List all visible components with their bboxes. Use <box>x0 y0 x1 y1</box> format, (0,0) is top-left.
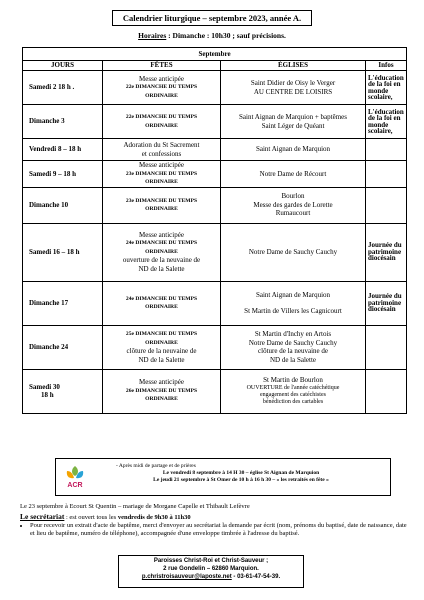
row-eglise <box>221 161 366 188</box>
info-line: de la foi en <box>368 114 401 122</box>
jour-text: Samedi 2 18 h . <box>29 83 75 92</box>
fete-line: Messe anticipée <box>139 378 184 387</box>
announcement-wedding: Le 23 septembre à Ecourt St Quentin – mariage de Morgane Capelle et Thibault Lefèvre <box>20 503 250 510</box>
table-row <box>23 139 407 161</box>
table-row <box>23 105 407 139</box>
fete-line: Messe anticipée <box>139 230 184 239</box>
row-fete <box>103 71 221 105</box>
info-line: monde <box>368 86 389 95</box>
table-row <box>23 223 407 281</box>
eglise-line: Notre Dame de Sauchy Cauchy <box>248 338 338 347</box>
row-eglise <box>221 187 366 223</box>
month-header: Septembre <box>23 48 407 61</box>
jour-time: 18 h <box>41 391 54 399</box>
row-info <box>366 71 407 105</box>
row-jour <box>23 223 103 281</box>
eglise-line: engagement des catéchistes <box>260 391 326 398</box>
info-line: Journée du <box>368 292 402 301</box>
eglise-line: St Martin de Villers les Cagnicourt <box>244 307 342 315</box>
fete-line: ORDINAIRE <box>145 179 178 185</box>
row-eglise <box>221 369 366 413</box>
fete-line: 24e DIMANCHE DU TEMPS <box>125 240 198 247</box>
fete-line: 22e DIMANCHE DU TEMPS <box>125 114 198 120</box>
row-jour <box>23 281 103 325</box>
table-row <box>23 187 407 223</box>
table-row <box>23 369 407 413</box>
secretariat-label: Le secrétariat <box>20 512 65 521</box>
row-info <box>366 325 407 369</box>
info-line: patrimoine <box>368 298 402 307</box>
jour-text: Samedi 16 – 18 h <box>29 247 80 256</box>
fete-line: ORDINAIRE <box>145 248 178 255</box>
row-jour <box>23 105 103 139</box>
footer-box <box>118 555 304 588</box>
fete-line: 23e DIMANCHE DU TEMPS <box>125 197 198 204</box>
horaires-label: Horaires <box>138 31 167 40</box>
fete-line: ND de la Salette <box>138 264 185 273</box>
info-line: diocésain <box>368 254 396 263</box>
row-info <box>366 223 407 281</box>
eglise-line: Saint Léger de Quéant <box>261 121 325 130</box>
eglise-line: Saint Aignan de Marquion + baptêmes <box>239 113 347 121</box>
row-fete <box>103 369 221 413</box>
row-jour <box>23 161 103 188</box>
row-jour <box>23 325 103 369</box>
fete-line: clôture de la neuvaine de <box>126 347 197 355</box>
table-row <box>23 71 407 105</box>
eglise-line: Bourlon <box>281 192 305 201</box>
row-eglise <box>221 71 366 105</box>
table-row <box>23 325 407 369</box>
col-fetes: FÊTES <box>103 61 221 71</box>
row-fete <box>103 105 221 139</box>
eglise-line: AU CENTRE DE LOISIRS <box>253 87 333 96</box>
eglise-line: Notre Dame de Récourt <box>259 169 327 178</box>
info-line: patrimoine <box>368 247 402 256</box>
row-fete <box>103 161 221 188</box>
secretariat-section <box>20 513 410 538</box>
eglise-line: ND de la Salette <box>269 355 317 364</box>
info-line: L'éducation <box>368 107 404 116</box>
fete-line: Messe anticipée <box>139 161 184 169</box>
secretariat-hours: vendredis de 9h30 à 11h30 <box>117 514 191 521</box>
table-row <box>23 281 407 325</box>
row-fete <box>103 223 221 281</box>
fete-line: ND de la Salette <box>138 355 185 364</box>
fete-line: ouverture de la neuvaine de <box>122 256 201 265</box>
row-info <box>366 105 407 139</box>
acr-logo-icon <box>61 463 89 493</box>
col-infos: Infos <box>366 61 407 71</box>
svg-text:ACR: ACR <box>67 482 83 489</box>
eglise-line: clôture de la neuvaine de <box>258 347 328 355</box>
horaires-text: : Dimanche : 10h30 ; sauf précisions. <box>166 31 286 40</box>
acr-line-2: Le vendredi 8 septembre à 14 H 30 – église St Aignan de Marquion <box>162 470 320 476</box>
eglise-line: Saint Aignan de Marquion <box>255 145 331 154</box>
row-info <box>366 161 407 188</box>
jour-text: Dimanche 3 <box>29 117 65 126</box>
col-eglises: ÉGLISES <box>221 61 366 71</box>
info-line: diocésain <box>368 305 396 314</box>
page-title: Calendrier liturgique – septembre 2023, année A. <box>112 10 312 26</box>
row-fete <box>103 187 221 223</box>
fete-line: 24e DIMANCHE DU TEMPS <box>125 295 198 302</box>
row-info <box>366 281 407 325</box>
footer-line-2: 2 rue Gondelin – 62860 Marquion. <box>163 566 259 572</box>
acr-line-3: Le jeudi 21 septembre à St Omer de 10 h à 16 h 30 – « les retraités en fête » <box>153 477 329 483</box>
fete-line: ORDINAIRE <box>145 396 178 403</box>
fete-line: Messe anticipée <box>139 74 184 83</box>
acr-box <box>55 458 391 496</box>
fete-line: 23e DIMANCHE DU TEMPS <box>125 170 198 177</box>
secretariat-text: : est ouvert tous les <box>64 514 118 521</box>
calendar-rows <box>23 71 407 414</box>
row-info <box>366 139 407 161</box>
eglise-line: Rumaucourt <box>275 209 311 218</box>
row-jour <box>23 71 103 105</box>
secretariat-bullet: • Pour recevoir un extrait d'acte de baptême, merci d'envoyer au secrétariat la demande par écrit (nom, prénoms du baptisé, date de naissance, date et lieu de baptême, numéro de téléphone), accompagnée d'une enveloppe timbrée à l'adresse du baptisé. <box>30 522 410 538</box>
info-line: monde <box>368 120 389 129</box>
row-fete <box>103 325 221 369</box>
calendar-table <box>22 47 407 414</box>
fete-line: ORDINAIRE <box>145 122 178 129</box>
eglise-line: Notre Dame de Sauchy Cauchy <box>248 247 338 256</box>
col-jours: JOURS <box>23 61 103 71</box>
eglise-line: Saint Didier de Oisy le Verger <box>250 79 336 87</box>
fete-line: ORDINAIRE <box>145 92 178 99</box>
eglise-line: St Martin de Bourlon <box>263 376 323 385</box>
footer-email-link[interactable]: p.christroisauveur@laposte.net <box>141 574 232 580</box>
fete-line: Adoration du St Sacrement <box>123 141 200 149</box>
fete-line: 26e DIMANCHE DU TEMPS <box>125 387 198 394</box>
eglise-line: St Martin d'Inchy en Artois <box>254 330 332 338</box>
horaires-line <box>0 31 424 40</box>
fete-line: 22e DIMANCHE DU TEMPS <box>125 84 198 91</box>
row-eglise <box>221 325 366 369</box>
row-eglise <box>221 223 366 281</box>
acr-line-1: - Après midi de partage et de prières <box>116 463 196 469</box>
table-row <box>23 161 407 188</box>
info-line: de la foi en <box>368 80 401 88</box>
row-jour <box>23 369 103 413</box>
jour-text: Dimanche 17 <box>29 298 69 307</box>
jour-text: Samedi 30 <box>29 382 60 391</box>
jour-text: Vendredi 8 – 18 h <box>29 145 82 154</box>
fete-line: ORDINAIRE <box>145 304 178 310</box>
footer-phone: - 03-61-47-54-39. <box>231 574 281 580</box>
footer-line-1: Paroisses Christ-Roi et Christ-Sauveur ; <box>153 558 269 564</box>
row-eglise <box>221 281 366 325</box>
row-fete <box>103 281 221 325</box>
fete-line: et confessions <box>141 149 182 158</box>
row-info <box>366 187 407 223</box>
eglise-line: bénédiction des cartables <box>262 398 324 405</box>
jour-text: Samedi 9 – 18 h <box>29 169 77 178</box>
fete-line: ORDINAIRE <box>145 206 178 212</box>
eglise-line: Saint Aignan de Marquion <box>255 290 331 299</box>
row-info <box>366 369 407 413</box>
fete-line: 25e DIMANCHE DU TEMPS <box>125 331 198 337</box>
info-line: Journée du <box>368 241 402 250</box>
eglise-line: OUVERTURE de l'année catéchétique <box>246 384 340 391</box>
row-eglise <box>221 139 366 161</box>
row-eglise <box>221 105 366 139</box>
row-fete <box>103 139 221 161</box>
fete-line: ORDINAIRE <box>145 339 178 346</box>
eglise-line: Messe des gardes de Lorette <box>253 200 333 209</box>
row-jour <box>23 139 103 161</box>
info-line: scolaire, <box>368 93 393 101</box>
row-jour <box>23 187 103 223</box>
jour-text: Dimanche 10 <box>29 200 69 209</box>
info-line: L'éducation <box>368 73 404 82</box>
info-line: scolaire, <box>368 127 393 135</box>
jour-text: Dimanche 24 <box>29 342 69 351</box>
